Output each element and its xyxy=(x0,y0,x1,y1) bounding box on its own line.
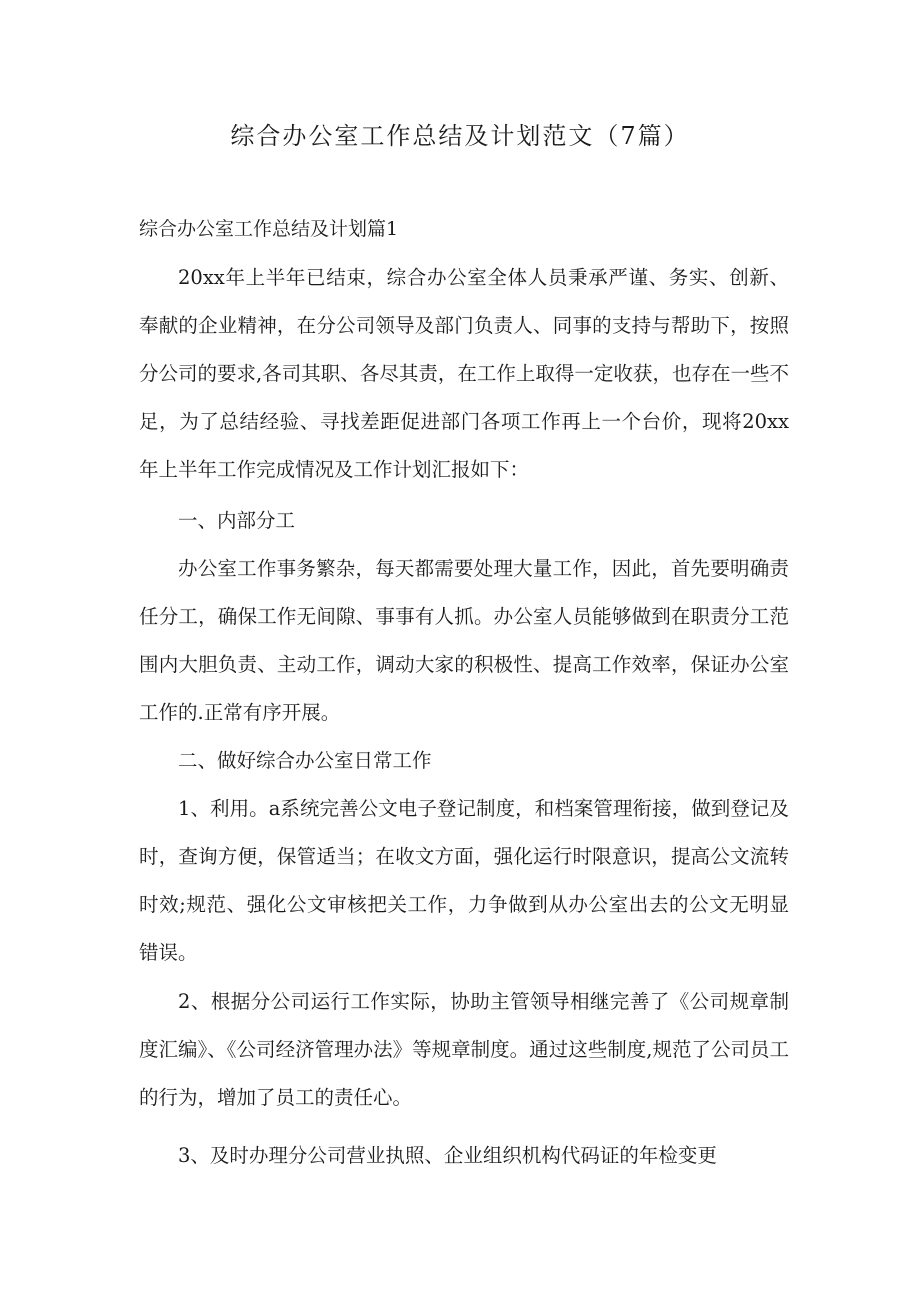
paragraph-internal-division: 办公室工作事务繁杂，每天都需要处理大量工作，因此，首先要明确责任分工，确保工作无间隙、事事有人抓。办公室人员能够做到在职责分工范围内大胆负责、主动工作，调动大家的积极性、提高工作效率，保证办公室工作的.正常有序开展。 xyxy=(139,557,789,724)
section-heading: 综合办公室工作总结及计划篇1 xyxy=(139,218,399,240)
list-item-3: 3、及时办理分公司营业执照、企业组织机构代码证的年检变更 xyxy=(178,1144,717,1167)
heading-internal-division: 一、内部分工 xyxy=(178,509,296,532)
heading-daily-work: 二、做好综合办公室日常工作 xyxy=(178,749,432,772)
document-title: 综合办公室工作总结及计划范文（7篇） xyxy=(230,122,690,150)
list-item-2: 2、根据分公司运行工作实际，协助主管领导相继完善了《公司规章制度汇编》、《公司经济管理办法》等规章制度。通过这些制度,规范了公司员工的行为，增加了员工的责任心。 xyxy=(139,990,789,1109)
intro-paragraph: 20xx年上半年已结束，综合办公室全体人员秉承严谨、务实、创新、奉献的企业精神，在分公司领导及部门负责人、同事的支持与帮助下，按照分公司的要求,各司其职、各尽其责，在工作上取得一定收获，也存在一些不足，为了总结经验、寻找差距促进部门各项工作再上一个台价，现将20xx年上半年工作完成情况及工作计划汇报如下： xyxy=(139,266,789,481)
list-item-1: 1、利用。a系统完善公文电子登记制度，和档案管理衔接，做到登记及时，查询方便，保管适当；在收文方面，强化运行时限意识，提高公文流转时效;规范、强化公文审核把关工作，力争做到从办公室出去的公文无明显错误。 xyxy=(139,797,789,964)
